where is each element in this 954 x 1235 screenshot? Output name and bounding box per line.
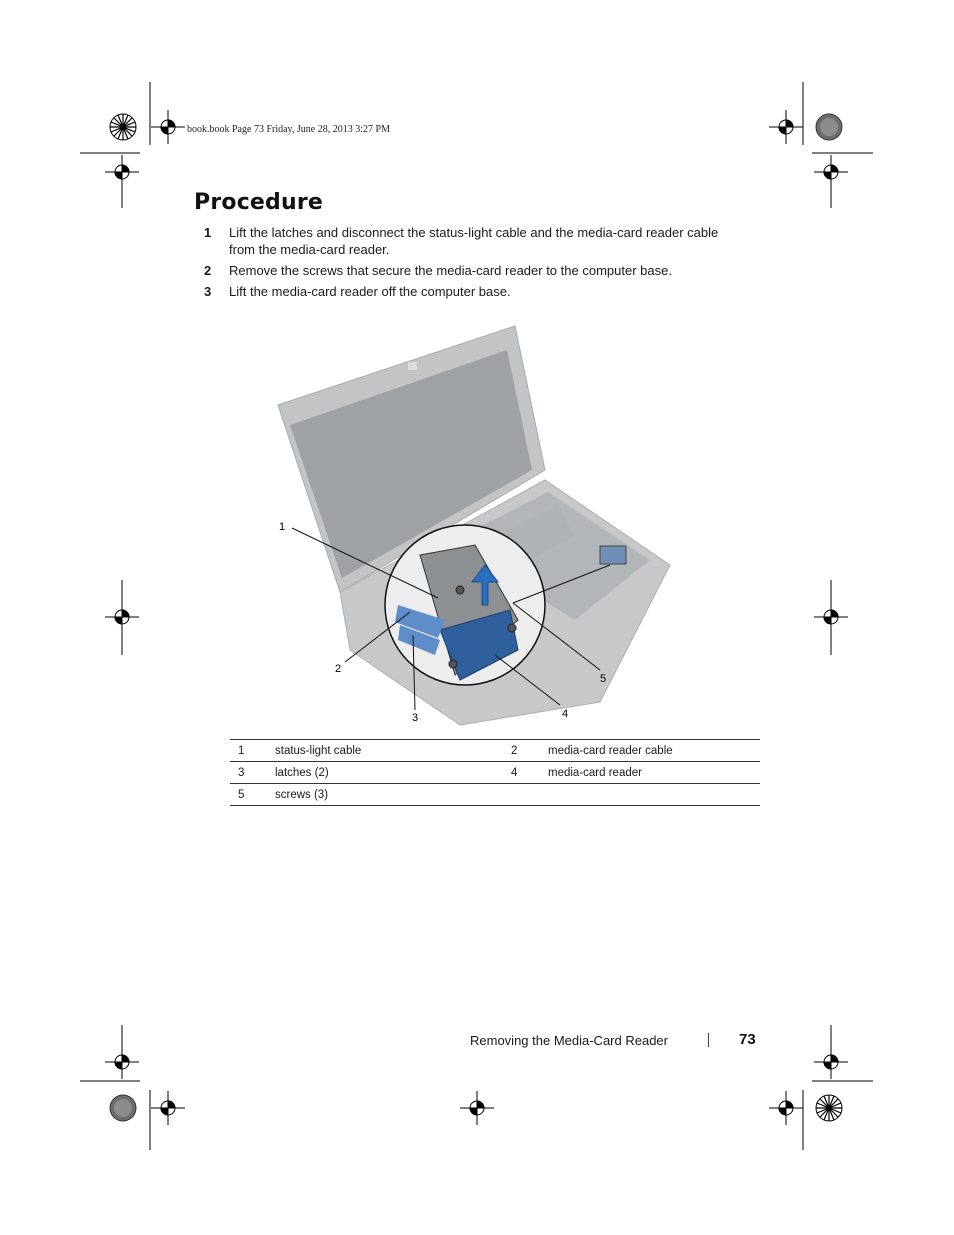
footer-chapter-title: Removing the Media-Card Reader: [470, 1033, 668, 1048]
legend-label: [548, 784, 760, 806]
legend-label: media-card reader cable: [548, 740, 760, 762]
procedure-steps: [200, 224, 740, 304]
legend-number: 4: [503, 762, 548, 784]
print-header: book.book Page 73 Friday, June 28, 2013 3:27 PM: [187, 124, 390, 135]
legend-number: 5: [230, 784, 275, 806]
step-number: 1: [204, 225, 212, 240]
legend-label: screws (3): [275, 784, 503, 806]
step-item: [200, 283, 740, 300]
legend-number: 1: [230, 740, 275, 762]
legend-number: 2: [503, 740, 548, 762]
step-item: [200, 224, 740, 258]
screw-icon: [456, 586, 464, 594]
board-connector: [600, 546, 626, 564]
page-number: 73: [739, 1031, 756, 1048]
footer-divider: [708, 1033, 709, 1047]
table-row: [230, 784, 760, 806]
zoom-inset: [385, 525, 545, 685]
legend-label: status-light cable: [275, 740, 503, 762]
step-item: [200, 262, 740, 279]
step-text: Lift the latches and disconnect the status-light cable and the media-card reader cable from the media-card reader.: [229, 225, 719, 257]
callout-label: 1: [279, 521, 286, 533]
step-text: Remove the screws that secure the media-card reader to the computer base.: [229, 263, 672, 278]
callout-label: 3: [412, 712, 419, 724]
laptop-illustration: [270, 320, 680, 730]
step-number: 3: [204, 284, 212, 299]
legend-number: 3: [230, 762, 275, 784]
callout-legend-table: [230, 739, 760, 806]
legend-label: latches (2): [275, 762, 503, 784]
step-text: Lift the media-card reader off the computer base.: [229, 284, 511, 299]
table-row: [230, 762, 760, 784]
callout-label: 2: [335, 663, 342, 675]
screw-icon: [449, 660, 457, 668]
screw-icon: [508, 624, 516, 632]
step-number: 2: [204, 263, 212, 278]
callout-label: 4: [562, 708, 569, 720]
callout-label: 5: [600, 673, 607, 685]
section-title: Procedure: [194, 190, 324, 215]
legend-number: [503, 784, 548, 806]
legend-label: media-card reader: [548, 762, 760, 784]
table-row: [230, 740, 760, 762]
